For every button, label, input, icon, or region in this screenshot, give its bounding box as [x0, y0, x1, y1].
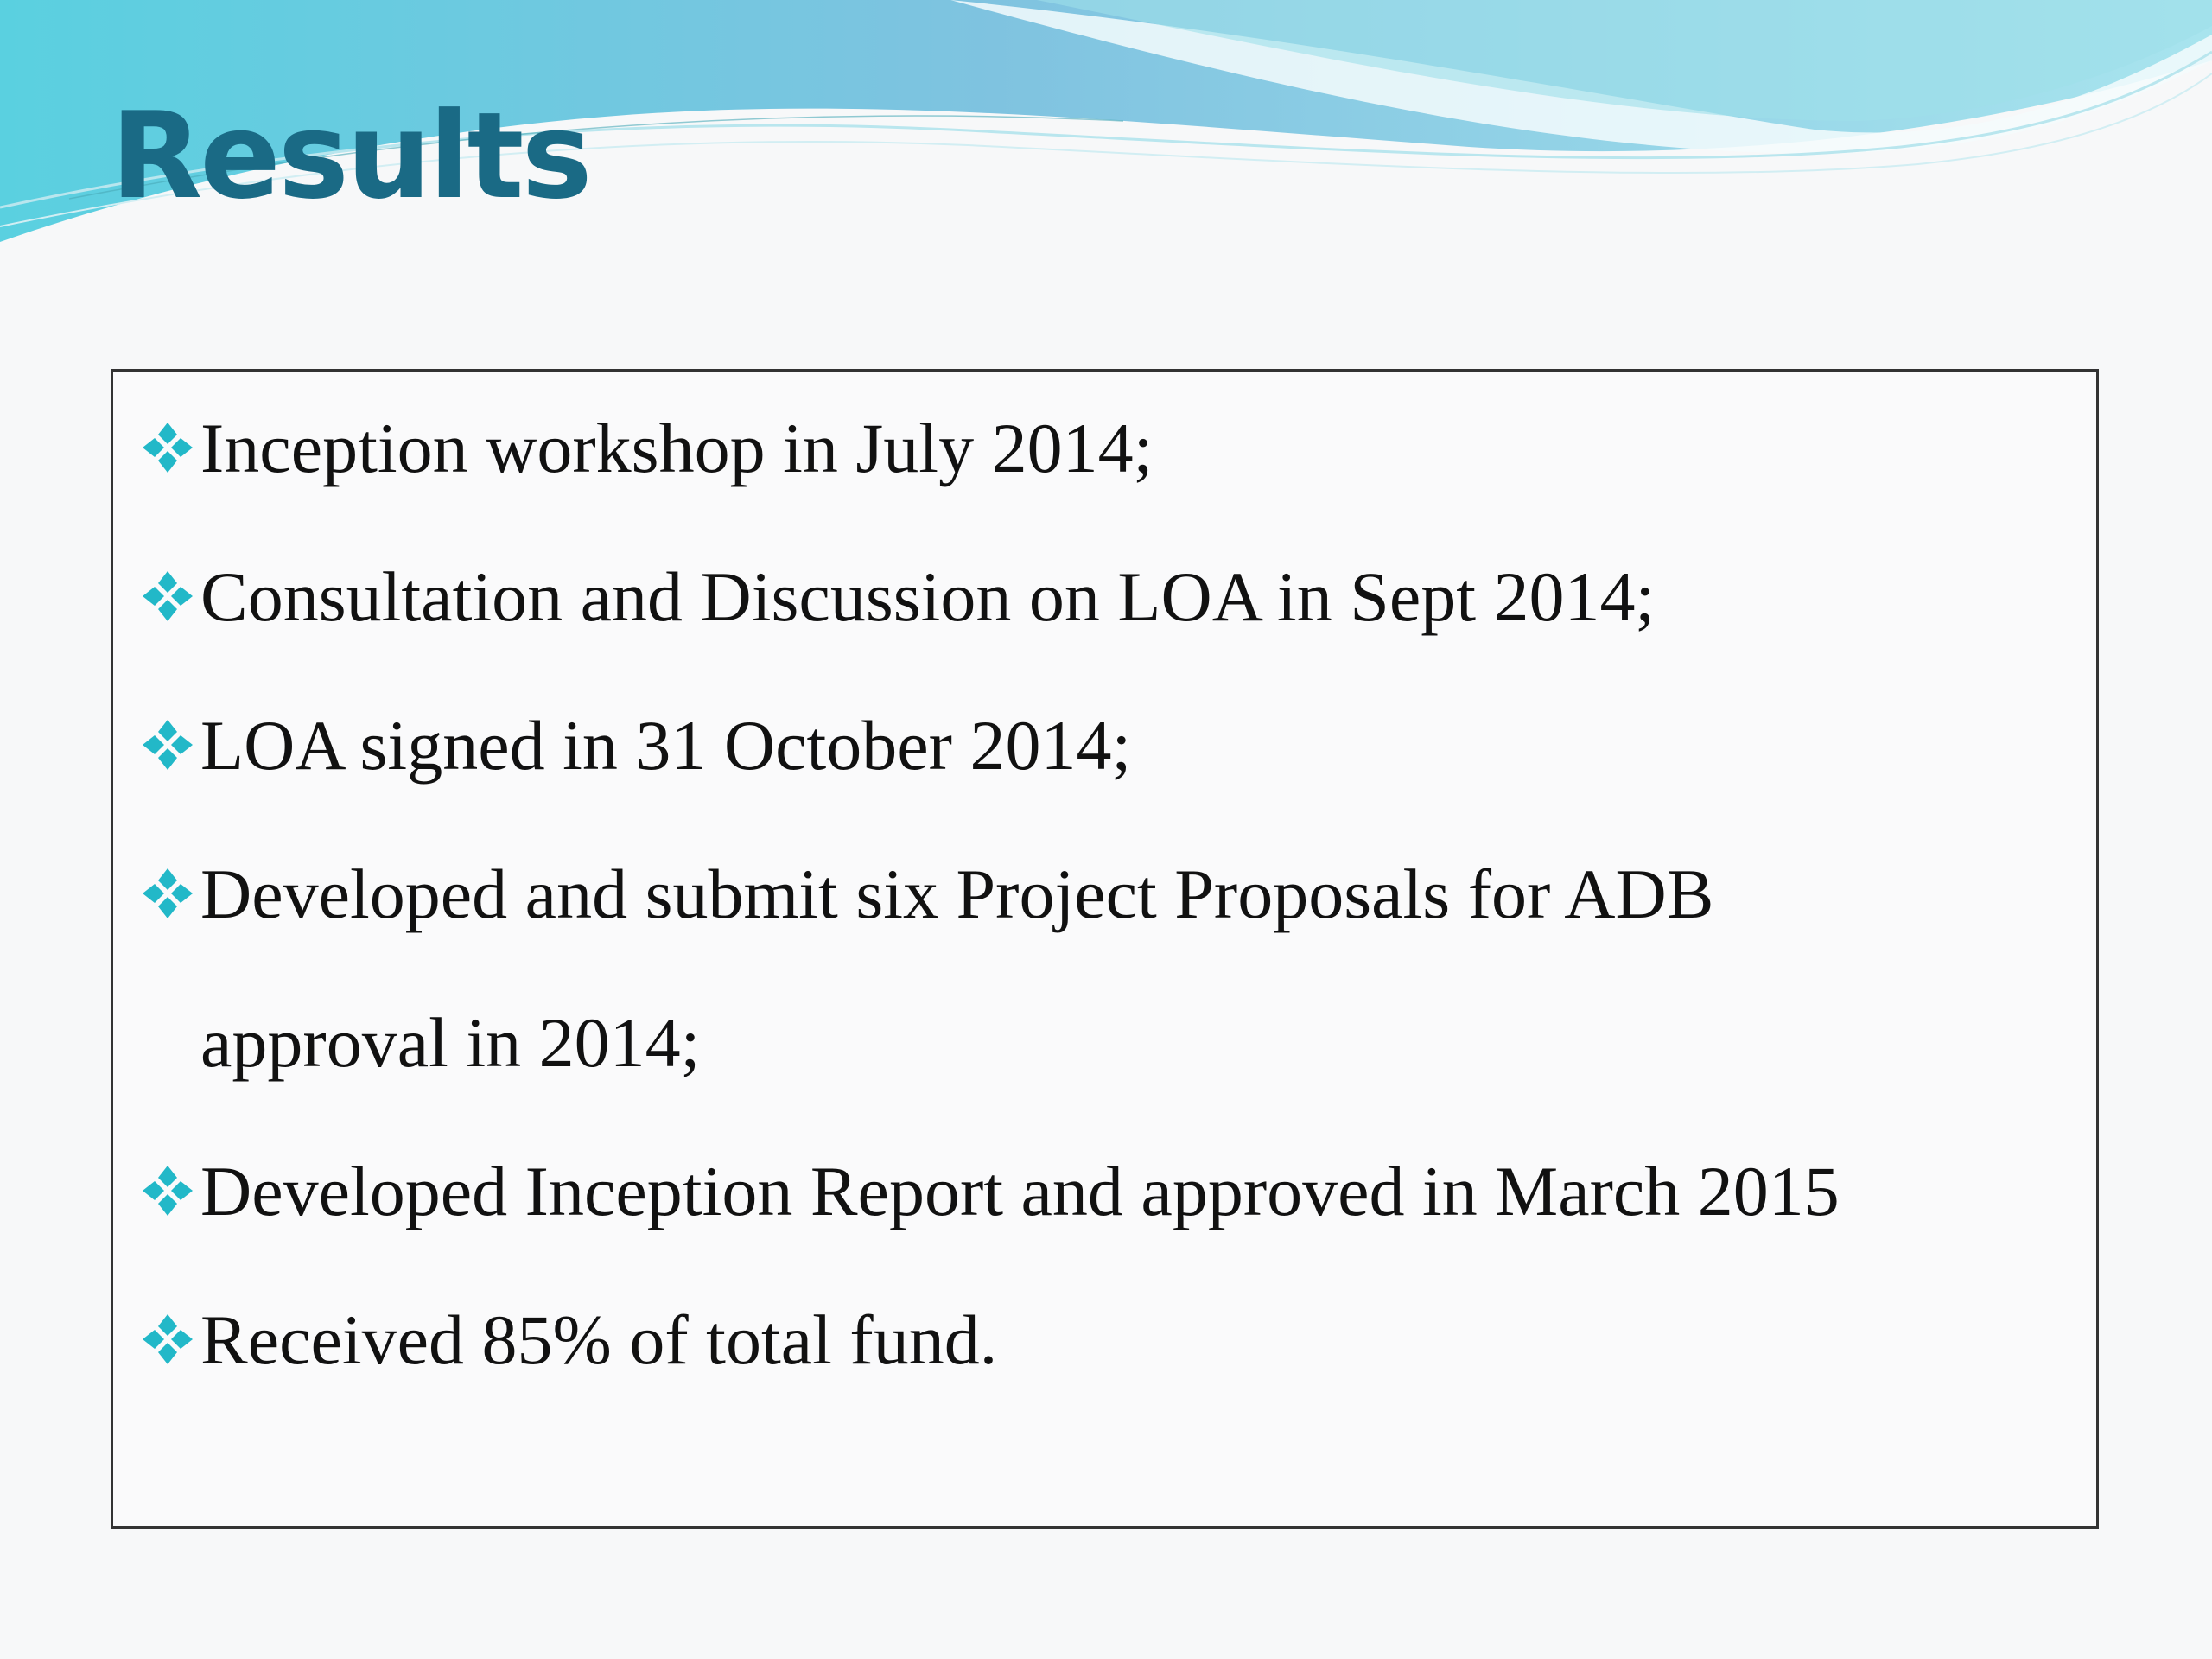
bullet-text: Inception workshop in July 2014; — [200, 409, 1154, 487]
four-diamond-bullet-icon — [139, 716, 196, 773]
bullet-item — [113, 671, 2049, 820]
four-diamond-bullet-icon — [139, 419, 196, 476]
four-diamond-bullet-icon — [139, 568, 196, 625]
bullet-item — [113, 820, 1928, 1117]
four-diamond-bullet-icon — [139, 1311, 196, 1368]
bullet-item — [113, 1266, 2049, 1414]
bullet-text: Consultation and Discussion on LOA in Sept 2014; — [200, 557, 1656, 636]
content-box — [111, 369, 2099, 1529]
bullet-text: LOA signed in 31 October 2014; — [200, 706, 1132, 785]
bullet-text: Received 85% of total fund. — [200, 1300, 998, 1379]
bullet-item — [113, 1117, 2049, 1266]
four-diamond-bullet-icon — [139, 865, 196, 922]
slide-title: Results — [111, 86, 590, 226]
four-diamond-bullet-icon — [139, 1162, 196, 1219]
bullet-item — [113, 374, 2049, 523]
bullet-text: Developed Inception Report and approved in March 2015 — [200, 1152, 1840, 1230]
bullet-text: Developed and submit six Project Proposals for ADB approval in 2014; — [200, 855, 1714, 1082]
bullet-item — [113, 523, 2049, 671]
